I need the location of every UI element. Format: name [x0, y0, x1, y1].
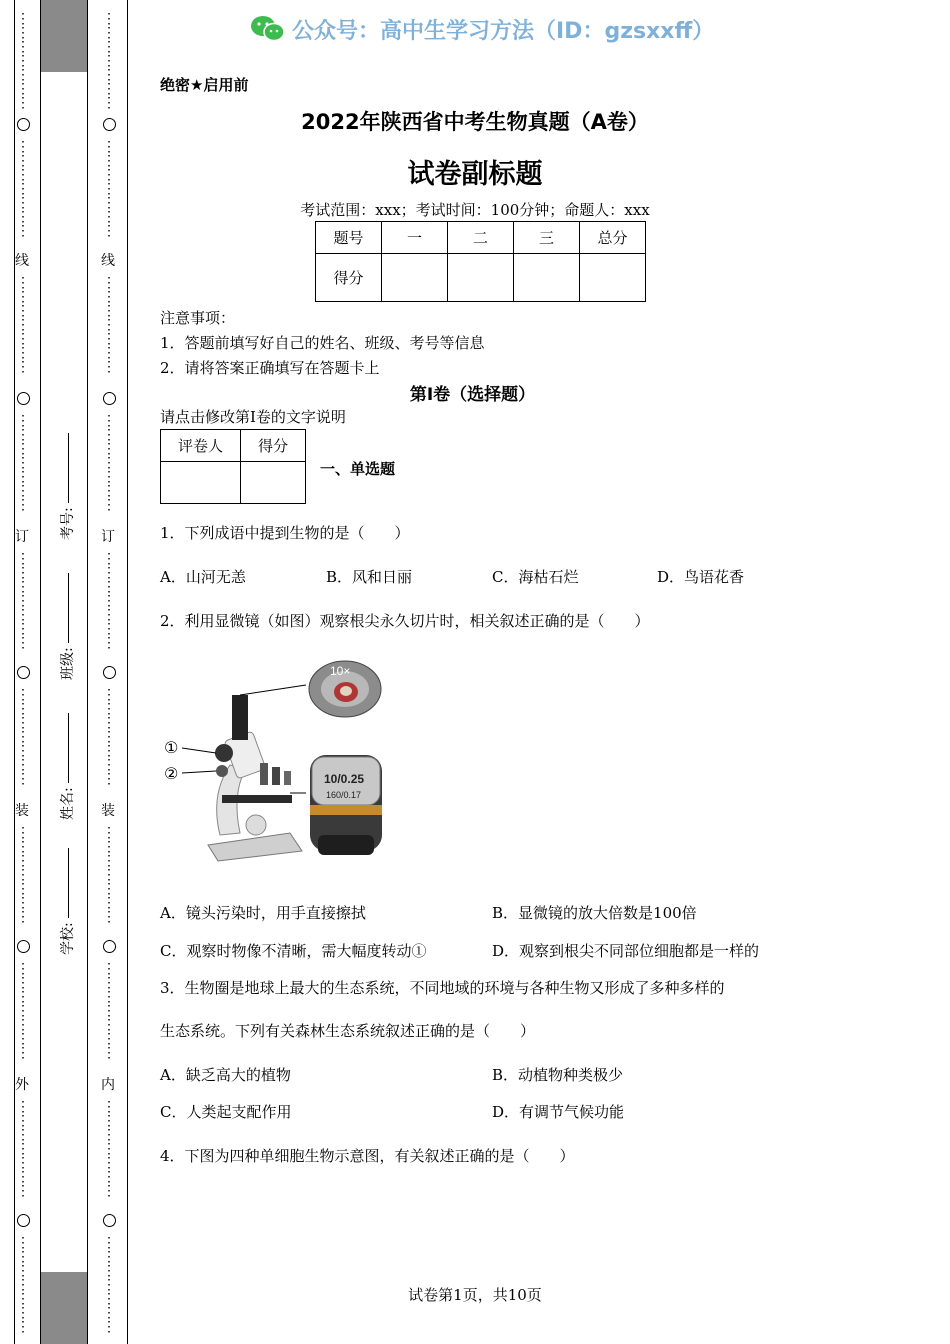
page-footer: 试卷第1页，共10页 [408, 1286, 542, 1304]
question-4-stem: 4．下图为四种单细胞生物示意图，有关叙述正确的是（ ） [160, 1147, 575, 1165]
score-cell[interactable] [382, 254, 448, 302]
eyepiece-label: 10× [330, 664, 351, 678]
objective-label-2: 160/0.17 [326, 790, 362, 800]
wechat-icon [250, 15, 286, 43]
question-3-option-a[interactable]: A．缺乏高大的植物 [160, 1066, 291, 1084]
notes-item-2: 2．请将答案正确填写在答题卡上 [160, 359, 380, 377]
part-title: 一、单选题 [320, 460, 396, 478]
objective-label-1: 10/0.25 [324, 772, 365, 786]
question-2-option-b[interactable]: B．显微镜的放大倍数是100倍 [492, 904, 697, 922]
question-3-option-b[interactable]: B．动植物种类极少 [492, 1066, 624, 1084]
question-1-option-a[interactable]: A．山河无恙 [160, 568, 246, 586]
inner-char-nei: 内 [101, 1077, 115, 1093]
question-3-stem-line1: 3．生物圈是地球上最大的生态系统，不同地域的环境与各种生物又形成了多种多样的 [160, 979, 725, 997]
page-title: 2022年陕西省中考生物真题（A卷） [301, 110, 649, 134]
score-table-header-total: 总分 [580, 222, 646, 254]
section-title: 第I卷（选择题） [409, 385, 536, 405]
outer-char-ding: 订 [15, 529, 29, 545]
grader-score-label: 得分 [241, 430, 306, 462]
grader-table [160, 429, 306, 504]
watermark-banner [250, 12, 714, 46]
grader-label: 评卷人 [161, 430, 241, 462]
section-instruction[interactable]: 请点击修改第I卷的文字说明 [160, 408, 346, 426]
question-2-option-a[interactable]: A．镜头污染时，用手直接擦拭 [160, 904, 366, 922]
question-1-stem: 1．下列成语中提到生物的是（ ） [160, 524, 410, 542]
score-table-row-label: 得分 [316, 254, 382, 302]
question-2-option-c[interactable]: C．观察时物像不清晰，需大幅度转动① [160, 942, 427, 960]
watermark-text: 公众号：高中生学习方法（ID：gzsxxff） [292, 18, 715, 44]
marker-2: ② [164, 764, 179, 783]
field-name[interactable]: 姓名: [57, 713, 77, 820]
score-table [315, 221, 646, 302]
microscope-illustration [160, 655, 400, 870]
page-subtitle: 试卷副标题 [407, 159, 543, 190]
score-cell[interactable] [580, 254, 646, 302]
question-2-option-d[interactable]: D．观察到根尖不同部位细胞都是一样的 [492, 942, 760, 960]
score-cell[interactable] [448, 254, 514, 302]
inner-char-zhuang: 装 [101, 803, 115, 819]
notes-heading: 注意事项： [160, 309, 236, 327]
question-2-stem: 2．利用显微镜（如图）观察根尖永久切片时，相关叙述正确的是（ ） [160, 612, 650, 630]
field-school[interactable]: 学校: [57, 848, 77, 955]
notes-item-1: 1．答题前填写好自己的姓名、班级、考号等信息 [160, 334, 485, 352]
question-1-option-c[interactable]: C．海枯石烂 [492, 568, 579, 586]
grader-score-cell[interactable] [241, 462, 306, 504]
question-3-option-c[interactable]: C．人类起支配作用 [160, 1103, 292, 1121]
outer-char-wai: 外 [15, 1077, 29, 1093]
question-1-option-d[interactable]: D．鸟语花香 [657, 568, 745, 586]
field-class[interactable]: 班级: [57, 573, 77, 680]
inner-char-xian: 线 [101, 253, 115, 269]
marker-1: ① [164, 738, 179, 757]
outer-char-zhuang: 装 [15, 803, 29, 819]
question-3-stem-line2: 生态系统。下列有关森林生态系统叙述正确的是（ ） [160, 1022, 536, 1040]
inner-char-ding: 订 [101, 529, 115, 545]
field-exam-number[interactable]: 考号: [57, 433, 77, 540]
score-cell[interactable] [514, 254, 580, 302]
score-table-header-3: 三 [514, 222, 580, 254]
score-table-header-num: 题号 [316, 222, 382, 254]
exam-info: 考试范围：xxx；考试时间：100分钟；命题人：xxx [300, 201, 650, 219]
outer-char-xian: 线 [15, 253, 29, 269]
microscope-figure [160, 655, 400, 870]
score-table-header-2: 二 [448, 222, 514, 254]
secret-label: 绝密★启用前 [160, 76, 249, 94]
grader-cell[interactable] [161, 462, 241, 504]
score-table-header-1: 一 [382, 222, 448, 254]
question-3-option-d[interactable]: D．有调节气候功能 [492, 1103, 625, 1121]
question-1-option-b[interactable]: B．风和日丽 [326, 568, 413, 586]
